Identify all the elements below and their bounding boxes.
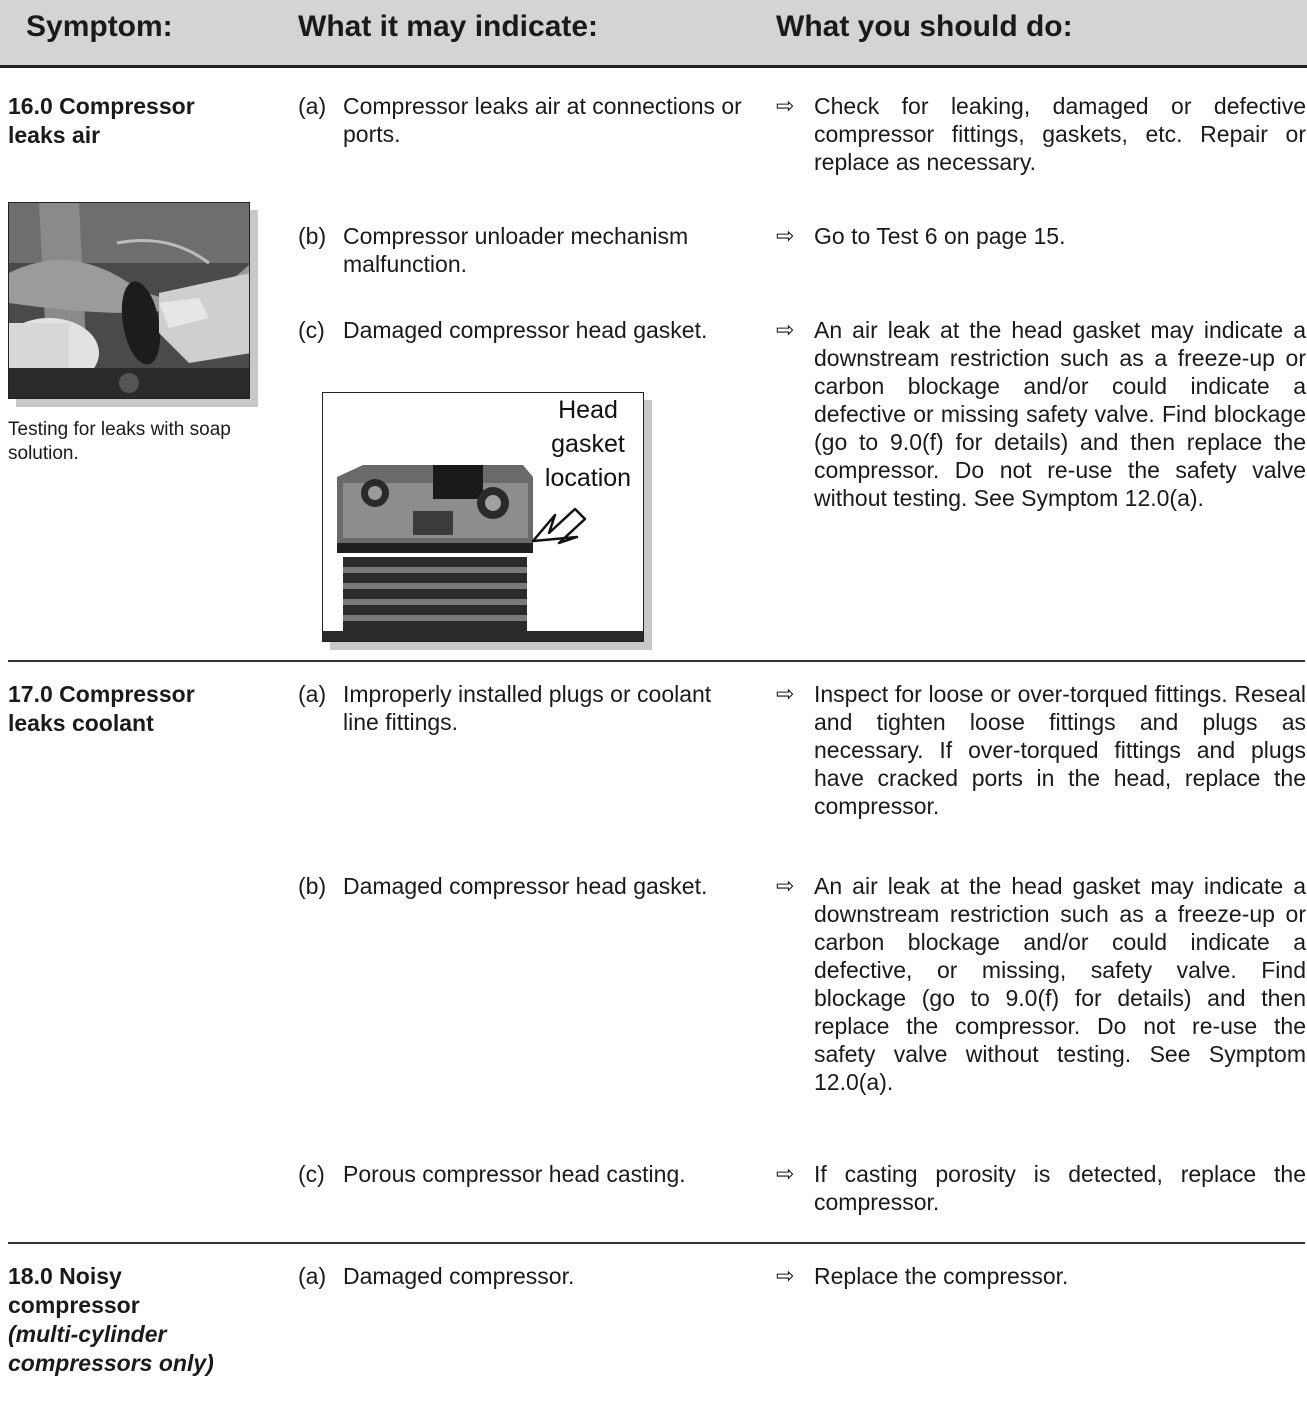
header-action: What you should do: bbox=[776, 10, 1073, 43]
symptom-18-line3: (multi-cylinder bbox=[8, 1321, 167, 1347]
action-17a bbox=[776, 680, 1306, 820]
indication-text: Damaged compressor head gasket. bbox=[343, 873, 708, 899]
indication-16b bbox=[298, 222, 748, 278]
symptom-16-line1: 16.0 Compressor bbox=[8, 93, 195, 119]
action-16b bbox=[776, 222, 1306, 250]
photo-caption: Testing for leaks with soap solution. bbox=[8, 419, 231, 464]
arrow-right-icon: ⇨ bbox=[776, 873, 795, 898]
symptom-17-title bbox=[8, 680, 195, 738]
indication-text: Damaged compressor. bbox=[343, 1263, 575, 1289]
label-line: gasket bbox=[551, 430, 625, 458]
indication-text: Compressor unloader mechanism malfunction. bbox=[343, 223, 689, 277]
label-line: Head bbox=[558, 396, 618, 424]
action-18a bbox=[776, 1262, 1306, 1290]
indication-17b bbox=[298, 872, 748, 900]
symptom-18-title bbox=[8, 1262, 214, 1378]
indication-text: Damaged compressor head gasket. bbox=[343, 317, 708, 343]
indication-text: Improperly installed plugs or coolant line fittings. bbox=[343, 681, 712, 735]
label-line: location bbox=[544, 464, 632, 492]
arrow-right-icon: ⇨ bbox=[776, 223, 795, 248]
item-letter: (b) bbox=[298, 873, 327, 899]
item-letter: (a) bbox=[298, 1263, 327, 1289]
section-divider bbox=[8, 1242, 1305, 1244]
action-text: Go to Test 6 on page 15. bbox=[814, 223, 1066, 249]
symptom-17-line2: leaks coolant bbox=[8, 710, 154, 736]
table-header bbox=[0, 0, 1307, 68]
indication-18a bbox=[298, 1262, 748, 1290]
item-letter: (a) bbox=[298, 93, 327, 119]
action-text: Check for leaking, damaged or defective compressor fittings, gaskets, etc. Repair or replace as necessary. bbox=[814, 93, 1306, 175]
symptom-18-line1: 18.0 Noisy bbox=[8, 1263, 122, 1289]
item-letter: (b) bbox=[298, 223, 327, 249]
header-indicate: What it may indicate: bbox=[298, 10, 599, 43]
item-letter: (c) bbox=[298, 317, 325, 343]
header-symptom: Symptom: bbox=[26, 10, 173, 43]
indication-17a bbox=[298, 680, 748, 736]
action-text: If casting porosity is detected, replace the compressor. bbox=[814, 1161, 1306, 1215]
symptom-18-line4: compressors only) bbox=[8, 1350, 214, 1376]
arrow-right-icon: ⇨ bbox=[776, 1263, 795, 1288]
section-divider bbox=[8, 660, 1305, 662]
action-text: An air leak at the head gasket may indicate a downstream restriction such as a freeze-up or carbon blockage and/or could indicate a defective, or missing, safety valve. Find blockage (go to 9.0(f) for details) and then replace the compressor. Do not re-use the safety valve without testing. See Symptom 12.0(a). bbox=[814, 873, 1306, 1095]
indication-text: Porous compressor head casting. bbox=[343, 1161, 686, 1187]
symptom-17-line1: 17.0 Compressor bbox=[8, 681, 195, 707]
action-16c bbox=[776, 316, 1306, 512]
action-17c bbox=[776, 1160, 1306, 1216]
soap-test-photo bbox=[8, 202, 258, 407]
symptom-16-title bbox=[8, 92, 195, 150]
head-gasket-figure bbox=[322, 392, 652, 650]
symptom-16-line2: leaks air bbox=[8, 122, 101, 148]
arrow-right-icon: ⇨ bbox=[776, 681, 795, 706]
indication-16a bbox=[298, 92, 748, 148]
indication-text: Compressor leaks air at connections or ports. bbox=[343, 93, 742, 147]
arrow-right-icon: ⇨ bbox=[776, 93, 795, 118]
action-text: An air leak at the head gasket may indicate a downstream restriction such as a freeze-up or carbon blockage and/or could indicate a defective or missing safety valve. Find blockage (go to 9.0(f) for details) and then replace the compressor. Do not re-use the safety valve without testing. See Symptom 12.0(a). bbox=[814, 317, 1306, 511]
symptom-18-line2: compressor bbox=[8, 1292, 140, 1318]
action-17b bbox=[776, 872, 1306, 1096]
action-text: Replace the compressor. bbox=[814, 1263, 1069, 1289]
action-16a bbox=[776, 92, 1306, 176]
arrow-right-icon: ⇨ bbox=[776, 1161, 795, 1186]
arrow-right-icon: ⇨ bbox=[776, 317, 795, 342]
item-letter: (a) bbox=[298, 681, 327, 707]
head-gasket-label bbox=[533, 393, 643, 495]
action-text: Inspect for loose or over-torqued fittings. Reseal and tighten loose fittings and plugs as necessary. If over-torqued fittings and plugs have cracked ports in the head, replace the compressor. bbox=[814, 681, 1306, 819]
indication-17c bbox=[298, 1160, 748, 1188]
indication-16c bbox=[298, 316, 748, 344]
item-letter: (c) bbox=[298, 1161, 325, 1187]
